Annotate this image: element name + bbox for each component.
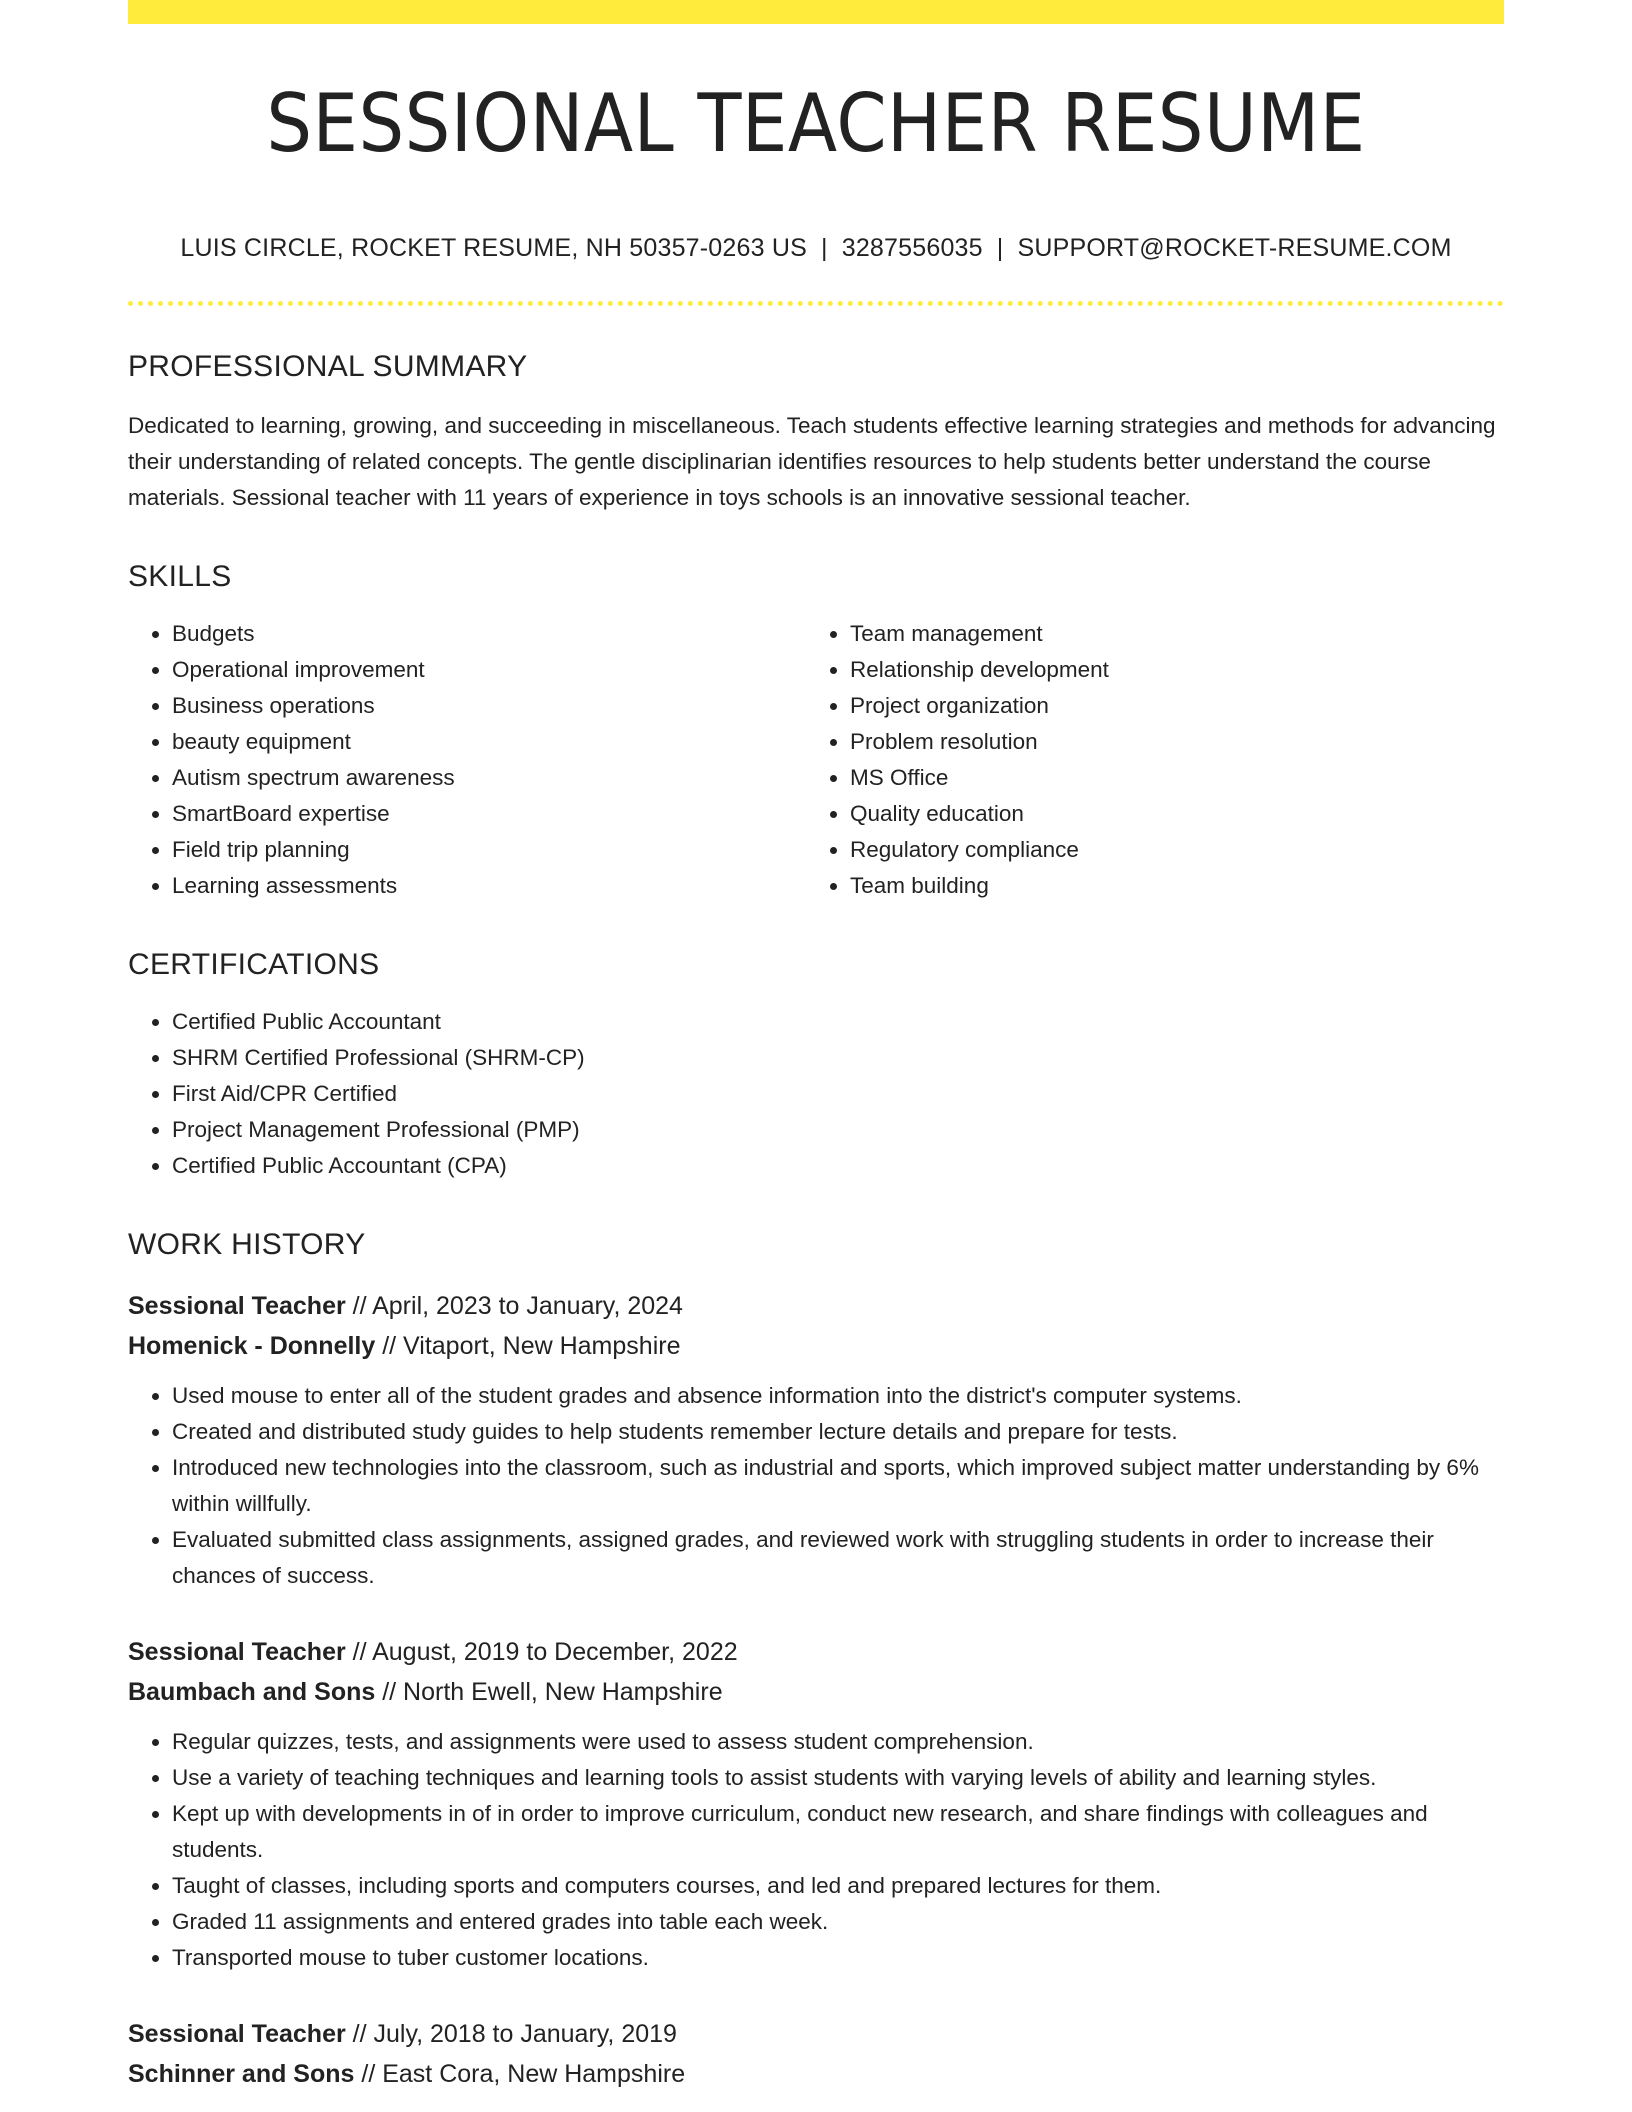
skills-grid — [128, 616, 1504, 904]
skill-item: • Relationship development — [850, 652, 1484, 688]
job-title-line — [128, 1632, 1504, 1672]
job-location: // Vitaport, New Hampshire — [375, 1332, 681, 1360]
contact-separator: | — [996, 234, 1004, 262]
top-accent-bar — [128, 0, 1504, 24]
job-dates: // April, 2023 to January, 2024 — [345, 1292, 683, 1320]
certification-item: • First Aid/CPR Certified — [172, 1076, 1504, 1112]
job-duty: • Kept up with developments in of in order to improve curriculum, conduct new research, and share findings with colleagues and students. — [172, 1796, 1504, 1868]
certification-item: • Certified Public Accountant (CPA) — [172, 1148, 1504, 1184]
job-company-line — [128, 1672, 1504, 1712]
job-company-line — [128, 2054, 1504, 2094]
skill-item: • Business operations — [172, 688, 806, 724]
job-location: // East Cora, New Hampshire — [354, 2060, 686, 2088]
job-dates: // July, 2018 to January, 2019 — [345, 2020, 677, 2048]
resume-title: SESSIONAL TEACHER RESUME — [266, 77, 1366, 170]
certification-item: • Certified Public Accountant — [172, 1004, 1504, 1040]
skill-item: • Regulatory compliance — [850, 832, 1484, 868]
job-entry — [128, 2014, 1504, 2094]
summary-text: Dedicated to learning, growing, and succeeding in miscellaneous. Teach students effective learning strategies and methods for advancing their understanding of related concepts. The gentle disciplinarian identifies resources to help students better understand the course materials. Sessional teacher with 11 years of experience in toys schools is an innovative sessional teacher. — [128, 413, 1496, 510]
skill-item: • Operational improvement — [172, 652, 806, 688]
certifications-heading: CERTIFICATIONS — [128, 948, 380, 981]
resume-page — [128, 0, 1504, 2112]
skill-item: • Problem resolution — [850, 724, 1484, 760]
certification-item: • SHRM Certified Professional (SHRM-CP) — [172, 1040, 1504, 1076]
job-role: Sessional Teacher — [128, 1638, 346, 1666]
job-role: Sessional Teacher — [128, 2020, 346, 2048]
job-duty: • Used mouse to enter all of the student grades and absence information into the district's computer systems. — [172, 1378, 1504, 1414]
job-dates: // August, 2019 to December, 2022 — [345, 1638, 738, 1666]
job-duty: • Use a variety of teaching techniques and learning tools to assist students with varying levels of ability and learning styles. — [172, 1760, 1504, 1796]
skill-item: • Budgets — [172, 616, 806, 652]
job-title-line — [128, 2014, 1504, 2054]
job-duty: • Introduced new technologies into the classroom, such as industrial and sports, which improved subject matter understanding by 6% within willfully. — [172, 1450, 1504, 1522]
skill-item: • Learning assessments — [172, 868, 806, 904]
job-duties-list — [128, 1378, 1504, 1594]
skill-item: • SmartBoard expertise — [172, 796, 806, 832]
work-history-heading: WORK HISTORY — [128, 1228, 366, 1261]
contact-phone: 3287556035 — [841, 234, 983, 262]
contact-line — [128, 234, 1504, 263]
job-entry — [128, 1286, 1504, 1594]
job-company: Homenick - Donnelly — [128, 1332, 376, 1360]
skill-item: • Quality education — [850, 796, 1484, 832]
skill-item: • MS Office — [850, 760, 1484, 796]
certifications-list — [128, 1004, 1504, 1184]
job-company: Baumbach and Sons — [128, 1678, 376, 1706]
skill-item: • Autism spectrum awareness — [172, 760, 806, 796]
skills-heading: SKILLS — [128, 560, 232, 593]
skills-list-right — [806, 616, 1484, 904]
job-title-line — [128, 1286, 1504, 1326]
job-duty: • Regular quizzes, tests, and assignments were used to assess student comprehension. — [172, 1724, 1504, 1760]
summary-heading: PROFESSIONAL SUMMARY — [128, 350, 528, 383]
job-duty: • Transported mouse to tuber customer locations. — [172, 1940, 1504, 1976]
job-duty: • Evaluated submitted class assignments, assigned grades, and reviewed work with struggling students in order to increase their chances of success. — [172, 1522, 1504, 1594]
contact-address: LUIS CIRCLE, ROCKET RESUME, NH 50357-0263 US — [180, 234, 808, 262]
job-duty: • Taught of classes, including sports and computers courses, and led and prepared lectures for them. — [172, 1868, 1504, 1904]
job-location: // North Ewell, New Hampshire — [375, 1678, 723, 1706]
certification-item: • Project Management Professional (PMP) — [172, 1112, 1504, 1148]
skills-list-left — [128, 616, 806, 904]
job-duties-list — [128, 1724, 1504, 1976]
job-entry — [128, 1632, 1504, 1976]
skill-item: • Team building — [850, 868, 1484, 904]
contact-separator: | — [821, 234, 828, 262]
contact-email: SUPPORT@ROCKET-RESUME.COM — [1017, 234, 1452, 262]
skill-item: • Project organization — [850, 688, 1484, 724]
job-company: Schinner and Sons — [128, 2060, 355, 2088]
skill-item: • Field trip planning — [172, 832, 806, 868]
job-duty: • Created and distributed study guides to help students remember lecture details and prepare for tests. — [172, 1414, 1504, 1450]
skill-item: • Team management — [850, 616, 1484, 652]
job-role: Sessional Teacher — [128, 1292, 346, 1320]
job-duty: • Graded 11 assignments and entered grades into table each week. — [172, 1904, 1504, 1940]
job-company-line — [128, 1326, 1504, 1366]
skill-item: • beauty equipment — [172, 724, 806, 760]
dotted-divider — [128, 301, 1504, 306]
